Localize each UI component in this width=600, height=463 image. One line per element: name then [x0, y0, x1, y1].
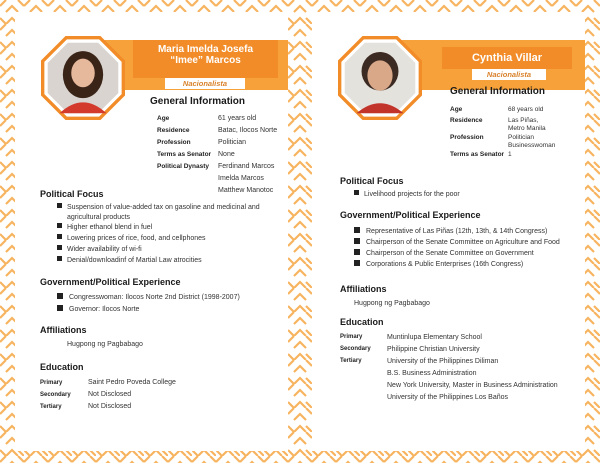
edu-secondary-label: Secondary — [340, 346, 371, 352]
residence-label: Residence — [450, 117, 483, 124]
terms-value: 1 — [508, 151, 512, 158]
dynasty-label: Political Dynasty — [157, 163, 210, 170]
dynasty-value: Ferdinand Marcos — [218, 163, 275, 170]
focus-item: Denial/downloadinf of Martial Law atrocities — [57, 256, 202, 266]
residence-value: Metro Manila — [508, 125, 546, 132]
residence-value: Batac, Ilocos Norte — [218, 127, 278, 134]
edu-tertiary-value: University of the Philippines Los Baños — [387, 394, 509, 401]
bullet-icon — [354, 260, 360, 266]
edu-tertiary-value: B.S. Business Administration — [387, 370, 477, 377]
affiliation-value: Hugpong ng Pagbabago — [354, 300, 430, 307]
candidate-photo — [41, 36, 125, 120]
focus-item: Lowering prices of rice, food, and cellphones — [57, 234, 206, 244]
general-info-title: General Information — [450, 86, 546, 97]
focus-item: Higher ethanol blend in fuel — [57, 223, 152, 233]
edu-tertiary-value: New York University, Master in Business Administration — [387, 382, 558, 389]
terms-value: None — [218, 151, 235, 158]
profession-label: Profession — [157, 139, 191, 146]
focus-item: Livelihood projects for the poor — [354, 190, 460, 200]
edu-primary-label: Primary — [40, 380, 63, 386]
profession-value: Politician — [508, 134, 535, 141]
affiliations-title: Affiliations — [340, 284, 387, 294]
edu-tertiary-label: Tertiary — [340, 358, 362, 364]
bullet-icon — [57, 256, 62, 261]
education-title: Education — [40, 362, 84, 372]
residence-value: Las Piñas, — [508, 117, 539, 124]
edu-secondary-label: Secondary — [40, 392, 71, 398]
bullet-icon — [354, 249, 360, 255]
profession-value: Businesswoman — [508, 142, 556, 149]
edu-tertiary-label: Tertiary — [40, 404, 62, 410]
education-title: Education — [340, 317, 384, 327]
terms-label: Terms as Senator — [450, 151, 505, 158]
candidate-name: Cynthia Villar — [471, 52, 543, 64]
age-label: Age — [450, 106, 463, 113]
name-box — [442, 47, 572, 69]
experience-item: Chairperson of the Senate Committee on Government — [354, 249, 534, 259]
profile-card-villar — [312, 12, 585, 451]
candidate-name-line2: “Imee” Marcos — [170, 55, 241, 66]
edu-tertiary-value: University of the Philippines Diliman — [387, 358, 499, 365]
political-focus-title: Political Focus — [340, 176, 404, 186]
affiliation-value: Hugpong ng Pagbabago — [67, 341, 143, 348]
edu-primary-value: Muntinlupa Elementary School — [387, 334, 482, 341]
affiliations-title: Affiliations — [40, 325, 87, 335]
residence-label: Residence — [157, 127, 190, 134]
profession-value: Politician — [218, 139, 247, 146]
edu-primary-value: Saint Pedro Poveda College — [88, 379, 176, 386]
bullet-icon — [57, 245, 62, 250]
bullet-icon — [57, 293, 63, 299]
candidate-name-line1: Maria Imelda Josefa — [157, 44, 254, 55]
experience-item: Congresswoman: Ilocos Norte 2nd District (1998-2007) — [57, 293, 240, 303]
edu-tertiary-value: Not Disclosed — [88, 403, 132, 410]
age-value: 68 years old — [508, 106, 544, 113]
bullet-icon — [57, 305, 63, 311]
experience-item: Representative of Las Piñas (12th, 13th, & 14th Congress) — [354, 227, 547, 237]
focus-item: agricultural products — [67, 214, 131, 221]
profession-label: Profession — [450, 134, 484, 141]
edu-secondary-value: Philippine Christian University — [387, 346, 480, 353]
general-info-title: General Information — [150, 96, 246, 107]
party-badge: Nacionalista — [165, 78, 245, 89]
experience-title: Government/Political Experience — [340, 210, 481, 220]
profile-card-marcos — [15, 12, 288, 451]
bullet-icon — [57, 223, 62, 228]
terms-label: Terms as Senator — [157, 151, 212, 158]
bullet-icon — [57, 203, 62, 208]
dynasty-value: Matthew Manotoc — [218, 187, 274, 194]
age-label: Age — [157, 115, 170, 122]
bullet-icon — [354, 238, 360, 244]
dynasty-value: Imelda Marcos — [218, 175, 264, 182]
experience-item: Corporations & Public Enterprises (16th Congress) — [354, 260, 523, 270]
experience-title: Government/Political Experience — [40, 277, 181, 287]
edu-secondary-value: Not Disclosed — [88, 391, 132, 398]
candidate-photo — [338, 36, 422, 120]
political-focus-title: Political Focus — [40, 189, 104, 199]
edu-primary-label: Primary — [340, 334, 363, 340]
bullet-icon — [57, 234, 62, 239]
experience-item: Governor: Ilocos Norte — [57, 305, 139, 315]
party-badge: Nacionalista — [472, 69, 546, 80]
bullet-icon — [354, 227, 360, 233]
age-value: 61 years old — [218, 115, 257, 122]
bullet-icon — [354, 190, 359, 195]
focus-item: Wider availability of wi-fi — [57, 245, 142, 255]
name-box — [133, 40, 278, 78]
experience-item: Chairperson of the Senate Committee on Agriculture and Food — [354, 238, 560, 248]
focus-item: Suspension of value-added tax on gasoline and medicinal and — [57, 203, 260, 213]
